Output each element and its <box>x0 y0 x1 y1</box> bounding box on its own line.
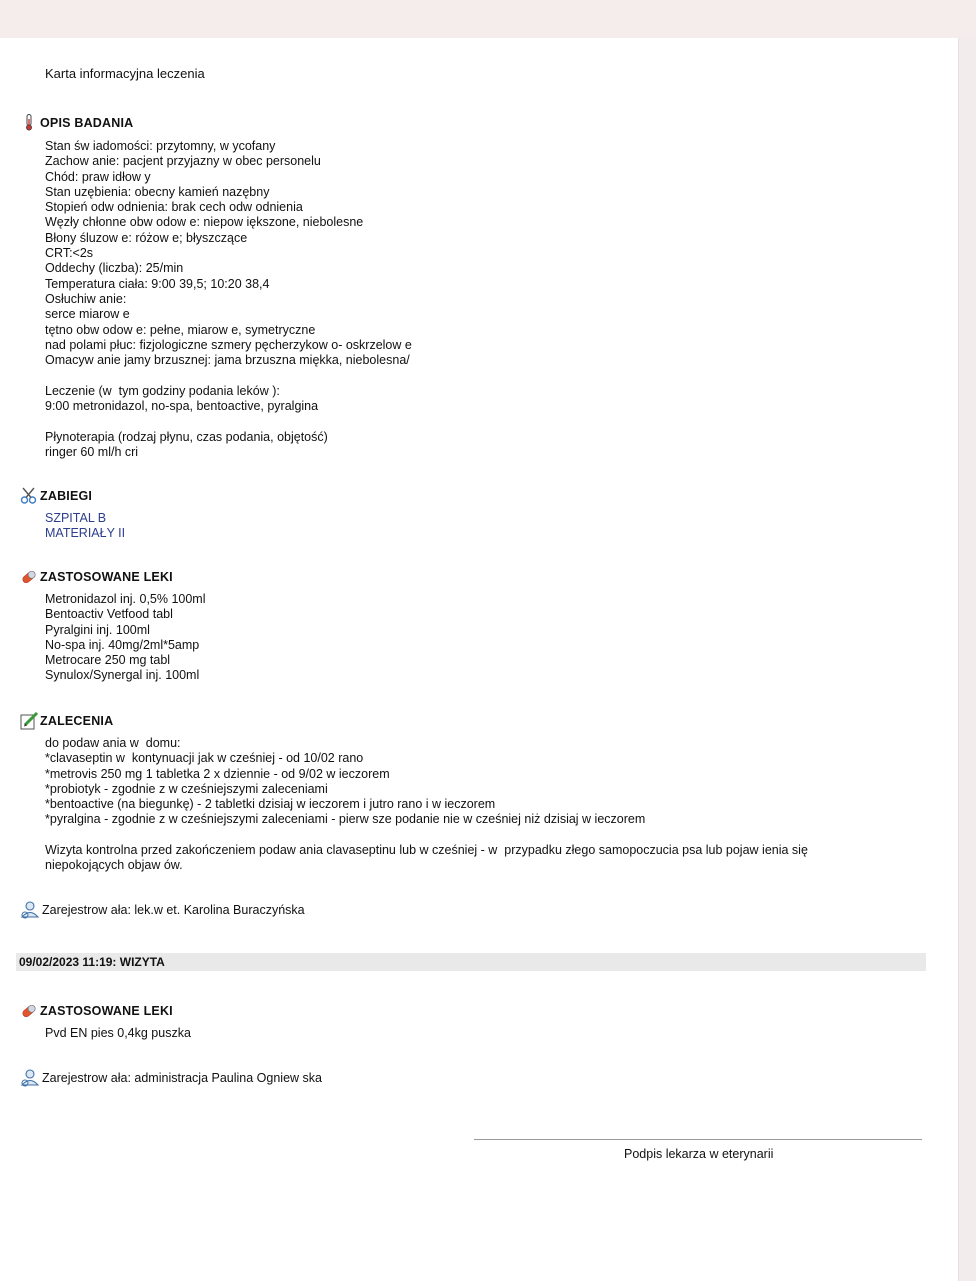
zastosowane-leki-heading <box>20 568 173 586</box>
text-line: Metronidazol inj. 0,5% 100ml <box>45 592 206 606</box>
text-line: tętno obw odow e: pełne, miarow e, symetryczne <box>45 322 316 337</box>
text-line <box>45 414 412 429</box>
text-line: Węzły chłonne obw odow e: niepow iększone, niebolesne <box>45 215 364 230</box>
text-line: Wizyta kontrolna przed zakończeniem podaw ania clavaseptinu lub w cześniej - w przypadku złego samopoczucia psa lub pojaw ienia się <box>45 843 808 858</box>
registered-by-1 <box>20 901 305 919</box>
text-line: serce miarow e <box>45 307 130 322</box>
user-icon <box>20 901 42 919</box>
text-line: Leczenie (w tym godziny podania leków ): <box>45 383 280 398</box>
text-line: Pvd EN pies 0,4kg puszka <box>45 1026 191 1040</box>
text-line: Bentoactiv Vetfood tabl <box>45 607 173 622</box>
signature-label: Podpis lekarza w eterynarii <box>624 1147 774 1161</box>
text-line: Błony śluzow e: różow e; błyszczące <box>45 230 248 245</box>
text-line: SZPITAL B <box>45 511 107 525</box>
text-line: do podaw ania w domu: <box>45 736 181 750</box>
pencil-note-icon <box>20 712 40 730</box>
section-label: ZASTOSOWANE LEKI <box>40 570 173 584</box>
text-line: *probiotyk - zgodnie z w cześniejszymi zaleceniami <box>45 781 328 796</box>
text-line: *bentoactive (na biegunkę) - 2 tabletki dzisiaj w ieczorem i jutro rano i w ieczorem <box>45 797 496 812</box>
section-label: ZASTOSOWANE LEKI <box>40 1004 173 1018</box>
signature-line <box>474 1139 922 1140</box>
pill-icon <box>20 1002 40 1020</box>
text-line: *pyralgina - zgodnie z w cześniejszymi zaleceniami - pierw sze podanie nie w cześniej niż dzisiaj w ieczorem <box>45 812 646 827</box>
document-page <box>0 38 959 1281</box>
opis-badania-content <box>45 139 412 460</box>
zastosowane-leki-2-content <box>45 1026 191 1041</box>
registered-text: Zarejestrow ała: administracja Paulina Ogniew ska <box>42 1071 322 1085</box>
zabiegi-heading <box>20 487 92 505</box>
text-line <box>45 828 808 843</box>
text-line: Chód: praw idłow y <box>45 169 151 184</box>
text-line: MATERIAŁY II <box>45 526 126 541</box>
text-line: Synulox/Synergal inj. 100ml <box>45 668 200 683</box>
zastosowane-leki-2-heading <box>20 1002 173 1020</box>
scrollbar[interactable] <box>959 38 976 1281</box>
text-line: Stan św iadomości: przytomny, w ycofany <box>45 139 276 153</box>
zabiegi-content <box>45 511 125 542</box>
text-line: *clavaseptin w kontynuacji jak w cześniej - od 10/02 rano <box>45 751 364 766</box>
text-line: Osłuchiw anie: <box>45 291 127 306</box>
thermometer-icon <box>20 114 40 132</box>
text-line: CRT:<2s <box>45 246 94 261</box>
section-label: OPIS BADANIA <box>40 116 134 130</box>
pill-icon <box>20 568 40 586</box>
text-line: nad polami płuc: fizjologiczne szmery pęcherzykow o- oskrzelow e <box>45 337 412 352</box>
zalecenia-heading <box>20 712 113 730</box>
section-label: ZABIEGI <box>40 489 93 503</box>
section-label: ZALECENIA <box>40 714 114 728</box>
text-line <box>45 368 412 383</box>
text-line: 9:00 metronidazol, no-spa, bentoactive, pyralgina <box>45 399 319 414</box>
scissors-icon <box>20 487 40 505</box>
text-line: Omacyw anie jamy brzusznej: jama brzuszna miękka, niebolesna/ <box>45 353 410 368</box>
text-line: Zachow anie: pacjent przyjazny w obec personelu <box>45 154 321 169</box>
text-line: Stan uzębienia: obecny kamień nazębny <box>45 184 270 199</box>
zastosowane-leki-content <box>45 592 206 684</box>
visit-header: 09/02/2023 11:19: WIZYTA <box>16 953 926 971</box>
text-line: niepokojących objaw ów. <box>45 858 183 873</box>
text-line: Temperatura ciała: 9:00 39,5; 10:20 38,4 <box>45 276 270 291</box>
document-title: Karta informacyjna leczenia <box>45 66 205 81</box>
text-line: No-spa inj. 40mg/2ml*5amp <box>45 637 200 652</box>
text-line: Pyralgini inj. 100ml <box>45 622 150 637</box>
text-line: Oddechy (liczba): 25/min <box>45 261 184 276</box>
text-line: Metrocare 250 mg tabl <box>45 653 171 668</box>
user-icon <box>20 1069 42 1087</box>
opis-badania-heading <box>20 114 133 132</box>
text-line: Płynoterapia (rodzaj płynu, czas podania, objętość) <box>45 429 328 444</box>
zalecenia-content <box>45 736 808 874</box>
text-line: Stopień odw odnienia: brak cech odw odnienia <box>45 200 303 215</box>
registered-by-2 <box>20 1069 322 1087</box>
text-line: *metrovis 250 mg 1 tabletka 2 x dziennie - od 9/02 w ieczorem <box>45 766 390 781</box>
registered-text: Zarejestrow ała: lek.w et. Karolina Buraczyńska <box>42 903 305 917</box>
top-bar <box>0 0 976 39</box>
text-line: ringer 60 ml/h cri <box>45 444 139 459</box>
